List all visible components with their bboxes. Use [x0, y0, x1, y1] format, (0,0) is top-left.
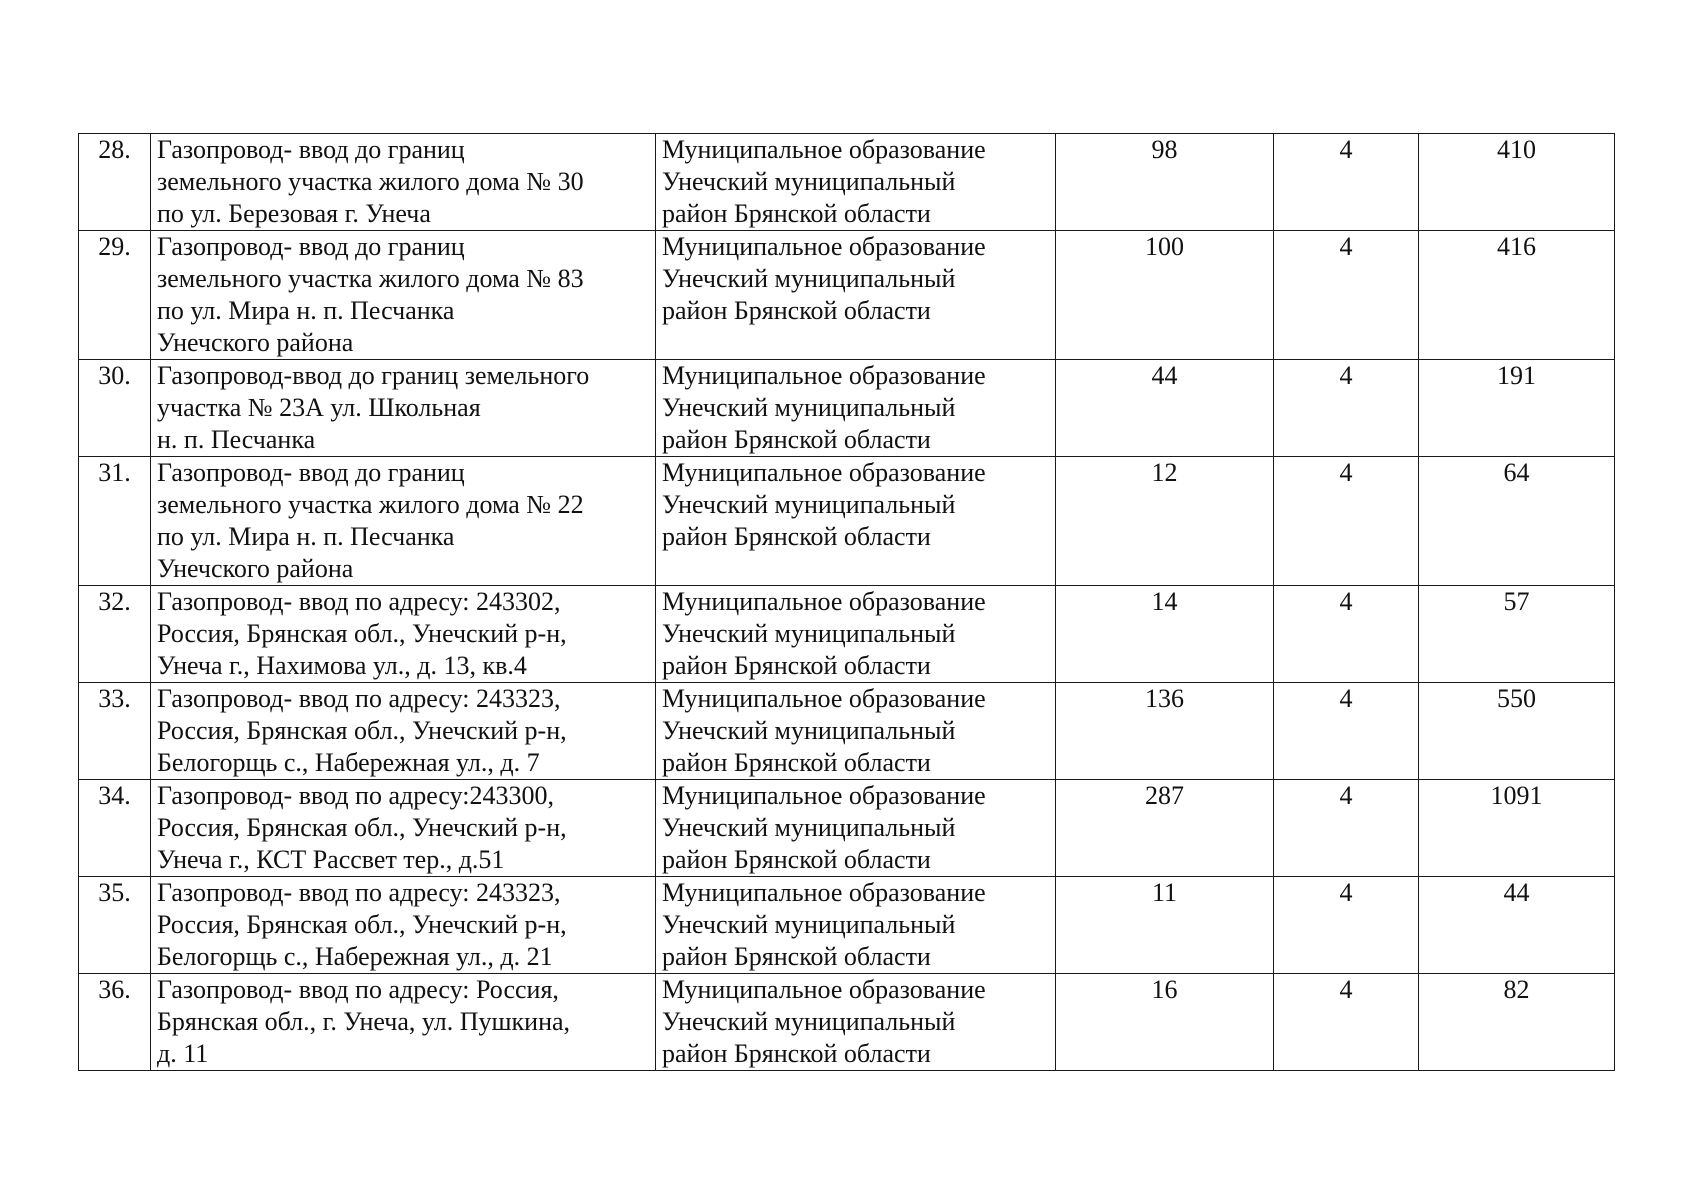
object-name: Газопровод- ввод по адресу: 243323, Россия, Брянская обл., Унечский р-н, Белогорщь с., Набережная ул., д. 7 — [157, 684, 567, 777]
pressure-cell — [1274, 780, 1419, 877]
length-value: 16 — [1151, 975, 1178, 1004]
length-cell — [1056, 134, 1274, 231]
pressure-value: 4 — [1339, 361, 1353, 390]
object-name: Газопровод- ввод по адресу:243300, Россия, Брянская обл., Унечский р-н, Унеча г., КСТ Рассвет тер., д.51 — [157, 781, 567, 874]
pressure-value: 4 — [1339, 587, 1353, 616]
pressure-value: 4 — [1339, 232, 1353, 261]
object-name-cell — [151, 231, 656, 360]
object-name-cell — [151, 134, 656, 231]
table-row — [79, 974, 1615, 1071]
pressure-value: 4 — [1339, 781, 1353, 810]
pressure-cell — [1274, 586, 1419, 683]
pressure-value: 4 — [1339, 135, 1353, 164]
table-row — [79, 360, 1615, 457]
object-name-cell — [151, 586, 656, 683]
object-name-cell — [151, 457, 656, 586]
row-number-cell — [79, 780, 151, 877]
object-name-cell — [151, 877, 656, 974]
row-number-cell — [79, 586, 151, 683]
length-cell — [1056, 974, 1274, 1071]
value-cell — [1419, 134, 1615, 231]
object-name: Газопровод- ввод по адресу: 243323, Россия, Брянская обл., Унечский р-н, Белогорщь с., Набережная ул., д. 21 — [157, 878, 567, 971]
object-name-cell — [151, 974, 656, 1071]
value-cell — [1419, 683, 1615, 780]
length-value: 44 — [1151, 361, 1178, 390]
object-name-cell — [151, 780, 656, 877]
table-row — [79, 780, 1615, 877]
cost-value: 416 — [1497, 232, 1536, 261]
object-name: Газопровод- ввод до границ земельного участка жилого дома № 30 по ул. Березовая г. Унеча — [157, 135, 584, 228]
object-name: Газопровод- ввод до границ земельного участка жилого дома № 22 по ул. Мира н. п. Песчанка Унечского района — [157, 458, 584, 583]
owner-name: Муниципальное образование Унечский муниципальный район Брянской области — [662, 975, 986, 1068]
length-value: 98 — [1151, 135, 1178, 164]
row-number: 30. — [98, 361, 131, 390]
table-row — [79, 457, 1615, 586]
row-number: 33. — [98, 684, 131, 713]
cost-value: 550 — [1497, 684, 1536, 713]
row-number-cell — [79, 974, 151, 1071]
owner-name: Муниципальное образование Унечский муниципальный район Брянской области — [662, 781, 986, 874]
length-cell — [1056, 683, 1274, 780]
length-value: 12 — [1151, 458, 1178, 487]
row-number-cell — [79, 360, 151, 457]
value-cell — [1419, 780, 1615, 877]
object-name-cell — [151, 683, 656, 780]
row-number: 29. — [98, 232, 131, 261]
row-number-cell — [79, 877, 151, 974]
row-number: 32. — [98, 587, 131, 616]
owner-cell — [656, 231, 1056, 360]
table-row — [79, 231, 1615, 360]
owner-name: Муниципальное образование Унечский муниципальный район Брянской области — [662, 684, 986, 777]
cost-value: 1091 — [1490, 781, 1543, 810]
length-cell — [1056, 586, 1274, 683]
row-number: 36. — [98, 975, 131, 1004]
owner-cell — [656, 586, 1056, 683]
pressure-cell — [1274, 974, 1419, 1071]
cost-value: 57 — [1503, 587, 1530, 616]
object-name: Газопровод- ввод по адресу: 243302, Россия, Брянская обл., Унечский р-н, Унеча г., Нахимова ул., д. 13, кв.4 — [157, 587, 567, 680]
row-number-cell — [79, 134, 151, 231]
owner-name: Муниципальное образование Унечский муниципальный район Брянской области — [662, 587, 986, 680]
pressure-value: 4 — [1339, 458, 1353, 487]
row-number: 31. — [98, 458, 131, 487]
table-row — [79, 683, 1615, 780]
row-number: 35. — [98, 878, 131, 907]
owner-cell — [656, 360, 1056, 457]
owner-name: Муниципальное образование Унечский муниципальный район Брянской области — [662, 135, 986, 228]
cost-value: 44 — [1503, 878, 1530, 907]
table-row — [79, 134, 1615, 231]
pressure-cell — [1274, 683, 1419, 780]
row-number: 28. — [98, 135, 131, 164]
owner-name: Муниципальное образование Унечский муниципальный район Брянской области — [662, 878, 986, 971]
length-cell — [1056, 231, 1274, 360]
value-cell — [1419, 231, 1615, 360]
value-cell — [1419, 457, 1615, 586]
value-cell — [1419, 974, 1615, 1071]
owner-name: Муниципальное образование Унечский муниципальный район Брянской области — [662, 232, 986, 325]
owner-cell — [656, 877, 1056, 974]
pressure-cell — [1274, 231, 1419, 360]
owner-name: Муниципальное образование Унечский муниципальный район Брянской области — [662, 458, 986, 551]
pressure-value: 4 — [1339, 878, 1353, 907]
row-number-cell — [79, 231, 151, 360]
cost-value: 410 — [1497, 135, 1536, 164]
length-cell — [1056, 877, 1274, 974]
length-value: 287 — [1145, 781, 1184, 810]
length-value: 136 — [1145, 684, 1184, 713]
length-value: 11 — [1151, 878, 1178, 907]
cost-value: 64 — [1503, 458, 1530, 487]
owner-cell — [656, 457, 1056, 586]
table-row — [79, 586, 1615, 683]
object-name: Газопровод-ввод до границ земельного участка № 23А ул. Школьная н. п. Песчанка — [157, 361, 590, 454]
value-cell — [1419, 360, 1615, 457]
object-name: Газопровод- ввод до границ земельного участка жилого дома № 83 по ул. Мира н. п. Песчанка Унечского района — [157, 232, 584, 357]
length-cell — [1056, 457, 1274, 586]
pressure-value: 4 — [1339, 684, 1353, 713]
owner-cell — [656, 974, 1056, 1071]
owner-cell — [656, 780, 1056, 877]
object-name-cell — [151, 360, 656, 457]
pressure-cell — [1274, 877, 1419, 974]
owner-cell — [656, 683, 1056, 780]
table-row — [79, 877, 1615, 974]
length-cell — [1056, 360, 1274, 457]
pressure-cell — [1274, 360, 1419, 457]
object-name: Газопровод- ввод по адресу: Россия, Брянская обл., г. Унеча, ул. Пушкина, д. 11 — [157, 975, 571, 1068]
length-value: 14 — [1151, 587, 1178, 616]
value-cell — [1419, 586, 1615, 683]
cost-value: 191 — [1497, 361, 1536, 390]
row-number-cell — [79, 683, 151, 780]
table-body — [79, 134, 1615, 1071]
row-number-cell — [79, 457, 151, 586]
owner-name: Муниципальное образование Унечский муниципальный район Брянской области — [662, 361, 986, 454]
pressure-cell — [1274, 457, 1419, 586]
pressure-value: 4 — [1339, 975, 1353, 1004]
value-cell — [1419, 877, 1615, 974]
cost-value: 82 — [1503, 975, 1530, 1004]
length-cell — [1056, 780, 1274, 877]
pressure-cell — [1274, 134, 1419, 231]
owner-cell — [656, 134, 1056, 231]
length-value: 100 — [1145, 232, 1184, 261]
gas-pipeline-registry-table — [78, 133, 1615, 1071]
row-number: 34. — [98, 781, 131, 810]
